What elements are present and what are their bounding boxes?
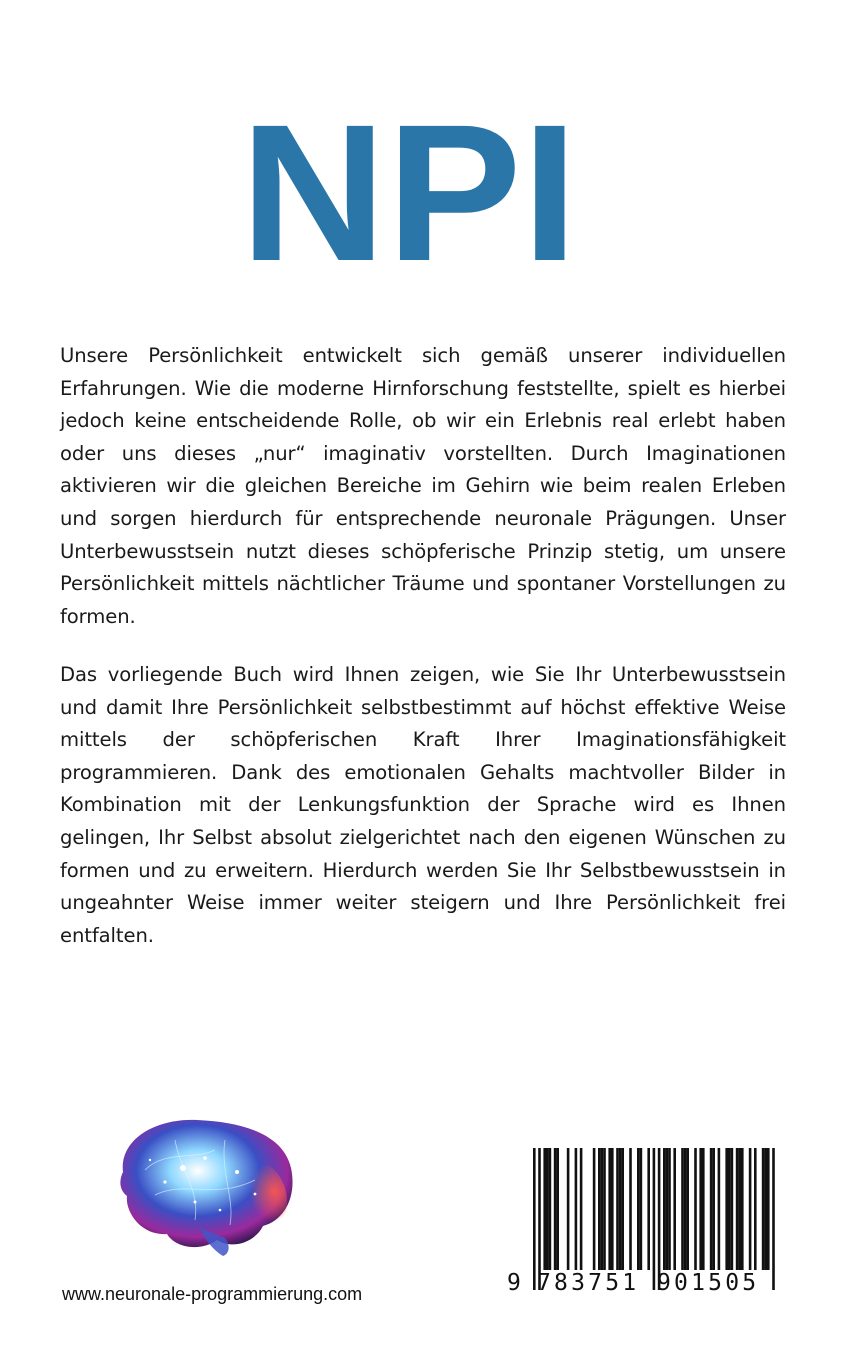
barcode-bar [593,1148,596,1270]
barcode-bar [619,1148,622,1270]
barcode-bar [538,1148,541,1290]
barcode-bar [736,1148,739,1270]
brain-icon [105,1110,305,1260]
blurb-paragraph-1: Unsere Persönlichkeit entwickelt sich gemäß unserer individuellen Erfahrungen. Wie die moderne Hirnforschung feststellte, spielt es hierbei jedoch keine entscheidende Rolle, ob wir ein Erlebnis real erlebt haben oder uns dieses „nur“ imaginativ vorstellten. Durch Imaginationen aktivieren wir die gleichen Bereiche im Gehirn wie beim realen Erleben und sorgen hierdurch für entsprechende neuronale Prägungen. Unser Unterbewusstsein nutzt dieses schöpferische Prinzip stetig, um unsere Persönlichkeit mittels nächtlicher Träume und spontaner Vorstellungen zu formen. [60,344,786,628]
barcode-bar [611,1148,614,1270]
barcode-bar [673,1148,676,1270]
logo-text: NPI [240,110,578,265]
barcode-bar [731,1148,734,1270]
barcode-bar [533,1148,536,1290]
isbn-right-group: 901505 [657,1270,760,1296]
isbn-first-digit: 9 [507,1270,521,1296]
barcode [505,1148,777,1304]
barcode-bar [658,1148,661,1290]
barcode-bar [608,1148,611,1270]
barcode-bar [694,1148,697,1270]
barcode-bar [741,1148,744,1270]
barcode-bar [668,1148,671,1270]
barcode-bar [725,1148,728,1270]
barcode-bar [699,1148,702,1270]
barcode-bar [556,1148,559,1270]
barcode-bar [640,1148,643,1270]
barcode-bar [762,1148,765,1270]
barcode-bar [728,1148,731,1270]
barcode-bar [629,1148,632,1270]
barcode-bar [718,1148,721,1270]
barcode-bar [764,1148,767,1270]
website-url: www.neuronale-programmierung.com [62,1284,363,1304]
barcode-bar [543,1148,546,1270]
barcode-bar [580,1148,583,1270]
barcode-bar [647,1148,650,1270]
barcode-bar [616,1148,619,1270]
barcode-bar [754,1148,757,1270]
barcode-bar [663,1148,666,1270]
barcode-bar [681,1148,684,1270]
barcode-bar [749,1148,752,1270]
isbn-left-group: 783751 [537,1270,640,1296]
barcode-bar [601,1148,604,1270]
barcode-bar [702,1148,705,1270]
barcode-bar [666,1148,669,1270]
barcode-bar [546,1148,549,1270]
barcode-bar [598,1148,601,1270]
barcode-bar [767,1148,770,1270]
blurb-paragraph-2: Das vorliegende Buch wird Ihnen zeigen, wie Sie Ihr Unterbewusstsein und damit Ihre Persönlichkeit selbstbestimmt auf höchst effektive Weise mittels der schöpferischen Kraft Ihrer Imaginationsfähigkeit programmieren. Dank des emotionalen Gehalts machtvoller Bilder in Kombination mit der Lenkungsfunktion der Sprache wird es Ihnen gelingen, Ihr Selbst absolut zielgerichtet nach den eigenen Wünschen zu formen und zu erweitern. Hierdurch werden Sie Ihr Selbstbewusstsein in ungeahnter Weise immer weiter steigern und Ihre Persönlichkeit frei entfalten. [60,663,786,947]
barcode-bar [575,1148,578,1270]
barcode-bar [554,1148,557,1270]
barcode-bar [567,1148,570,1270]
barcode-bar [712,1148,715,1270]
barcode-bar [684,1148,687,1270]
isbn-digits [505,1270,777,1304]
barcode-bar [710,1148,713,1270]
barcode-bar [637,1148,640,1270]
barcode-bar [772,1148,775,1290]
barcode-bar [653,1148,656,1290]
barcode-bar [686,1148,689,1270]
barcode-bar [549,1148,552,1270]
barcode-bar [621,1148,624,1270]
barcode-bar [603,1148,606,1270]
npi-logo [240,110,580,265]
barcode-bar [738,1148,741,1270]
